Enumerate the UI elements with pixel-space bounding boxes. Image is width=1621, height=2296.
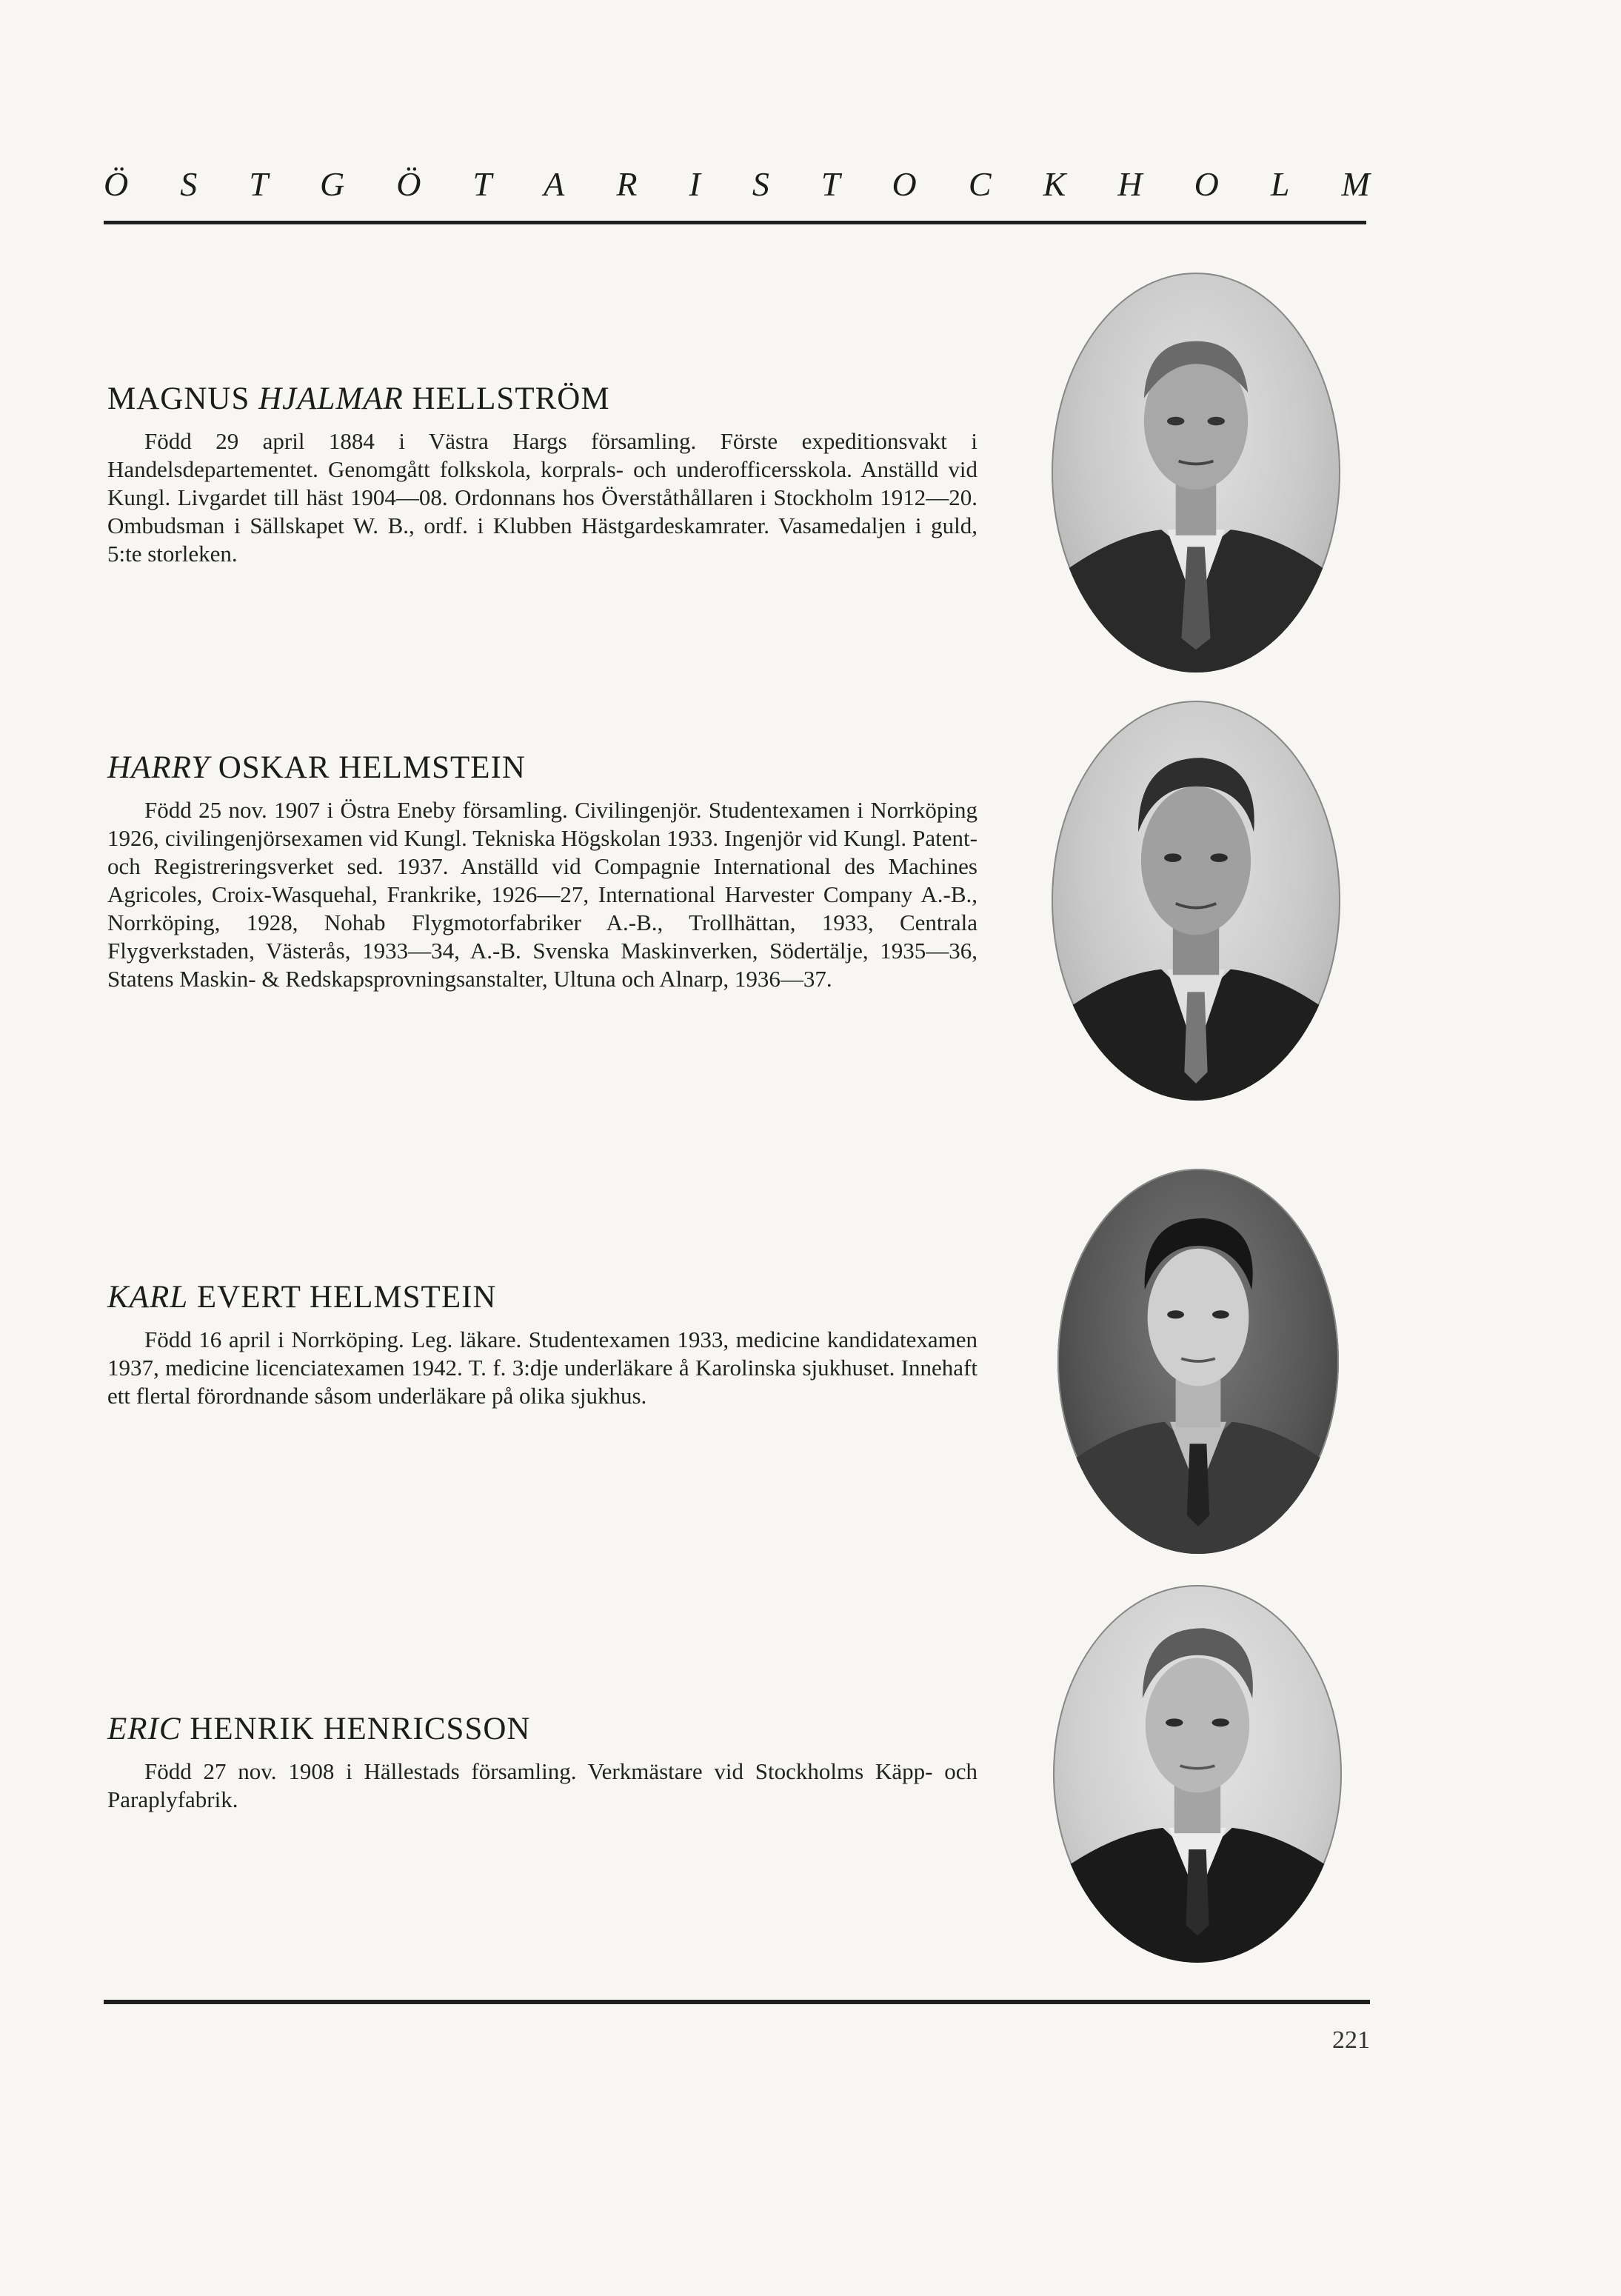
biography-text: Född 16 april i Norrköping. Leg. läkare. Studentexamen 1933, medicine kandidatexamen 1937, medicine licenciatexamen 1942. T. f. 3:dje underläkare å Karolinska sjukhuset. Innehaft ett flertal förordnande såsom underläkare på olika sjukhus. [107,1326,977,1409]
portrait-photo [1057,1169,1339,1554]
biography-entry [107,750,977,993]
header-letter: L [1270,165,1290,203]
person-name [107,750,977,786]
header-rule [104,221,1366,224]
header-letter: A [544,165,565,203]
name-given-italic: KARL [107,1280,189,1315]
person-name [107,1279,977,1315]
header-letter: Ö [396,165,421,203]
footer-rule [104,2000,1370,2004]
running-header [104,164,1370,204]
portrait-photo [1052,273,1340,673]
header-letter: T [472,165,492,203]
name-suffix: HELLSTRÖM [403,381,610,416]
name-suffix: EVERT HELMSTEIN [188,1280,497,1315]
biography-text: Född 25 nov. 1907 i Östra Eneby församling. Civilingenjör. Studentexamen i Norrköping 1926, civilingenjörsexamen vid Kungl. Tekniska Högskolan 1933. Ingenjör vid Kungl. Patent- och Registreringsverket sed. 1937. Anställd vid Compagnie International des Machines Agricoles, Croix-Wasquehal, Frankrike, 1926—27, International Harvester Company A.-B., Norrköping, 1928, Nohab Flygmotorfabriker A.-B., Trollhättan, 1933, Centrala Flygverkstaden, Västerås, 1933—34, A.-B. Svenska Maskinverken, Södertälje, 1935—36, Statens Maskin- & Redskapsprovningsanstalter, Ultuna och Alnarp, 1936—37. [107,797,977,992]
header-letter: O [1194,165,1219,203]
header-letter: R [616,165,638,203]
biography-text: Född 27 nov. 1908 i Hällestads församling. Verkmästare vid Stockholms Käpp- och Paraplyfabrik. [107,1758,977,1812]
name-prefix: MAGNUS [107,381,259,416]
biography-entry [107,1279,977,1410]
header-letter: I [689,165,701,203]
header-letter: T [820,165,840,203]
portrait-image [1052,273,1340,673]
portrait-photo [1052,701,1340,1101]
name-suffix: HENRIK HENRICSSON [181,1712,531,1746]
portrait-image [1057,1169,1339,1554]
header-letter: C [968,165,992,203]
name-given-italic: HARRY [107,750,210,785]
biography-entry [107,1711,977,1814]
header-letter: S [180,165,198,203]
header-letter: T [249,165,268,203]
page-number: 221 [1332,2026,1370,2054]
biography-text: Född 29 april 1884 i Västra Hargs församling. Förste expeditionsvakt i Handelsdepartementet. Genomgått folkskola, korprals- och underofficersskola. Anställd vid Kungl. Livgardet till häst 1904—08. Ordonnans hos Överståthållaren i Stockholm 1912—20. Ombudsman i Sällskapet W. B., ordf. i Klubben Hästgardeskamrater. Vasamedaljen i guld, 5:te storleken. [107,428,977,567]
header-letter: M [1341,165,1370,203]
name-suffix: OSKAR HELMSTEIN [210,750,526,785]
portrait-image [1053,1585,1342,1963]
name-given-italic: HJALMAR [258,381,404,416]
header-letter: S [752,165,769,203]
header-letter: K [1043,165,1066,203]
name-given-italic: ERIC [107,1712,181,1746]
header-letter: O [892,165,917,203]
biography-entry [107,381,977,568]
header-letter: G [319,165,345,203]
person-name [107,1711,977,1747]
header-letter: Ö [104,165,129,203]
portrait-image [1052,701,1340,1101]
person-name [107,381,977,417]
header-letter: H [1117,165,1143,203]
portrait-photo [1053,1585,1342,1963]
